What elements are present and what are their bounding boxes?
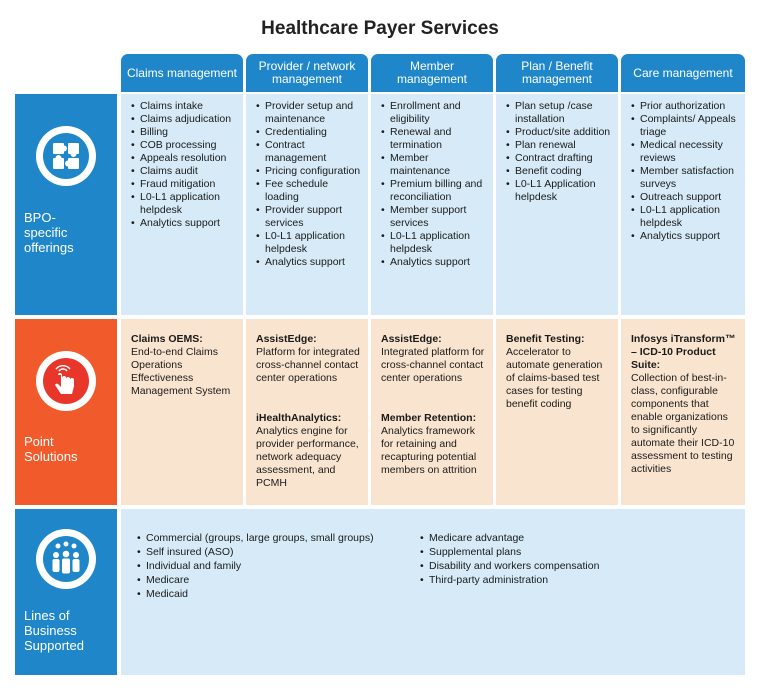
row-label-text: Lines of Business Supported (24, 608, 84, 653)
list-item: • L0-L1 application helpdesk (640, 204, 739, 230)
list-item: • L0-L1 application helpdesk (265, 230, 362, 256)
solution-cell-plan-benefit (496, 319, 618, 505)
solution-name: Member Retention: (381, 412, 477, 424)
list-item: • Fee schedule loading (265, 178, 362, 204)
list-item: • Pricing configuration (265, 165, 362, 178)
list-item: • Commercial (groups, large groups, small groups) (146, 531, 407, 545)
list-item: • L0-L1 application helpdesk (140, 191, 237, 217)
list-item: • Medicaid (146, 587, 407, 601)
list-item: • Claims audit (140, 165, 237, 178)
list-item: • Product/site addition (515, 126, 612, 139)
page-title: Healthcare Payer Services (261, 18, 499, 39)
list-item: • Contract drafting (515, 152, 612, 165)
bpo-cell-provider (246, 94, 368, 315)
column-header-care: Care management (621, 54, 745, 92)
list-item: • Provider setup and maintenance (265, 100, 362, 126)
list-item: • Complaints/ Appeals triage (640, 113, 739, 139)
list-item: • Credentialing (265, 126, 362, 139)
solution-description: Platform for integrated cross-channel contact center operations (256, 346, 360, 384)
list-item: • Benefit coding (515, 165, 612, 178)
list-item: • Individual and family (146, 559, 407, 573)
bpo-cell-member (371, 94, 493, 315)
list-item: • Billing (140, 126, 237, 139)
solution-description: Collection of best-in-class, configurable components that enable organizations to significantly automate their ICD-10 assessment to testing activities (631, 372, 735, 475)
row-label-text: Point Solutions (24, 434, 78, 464)
row-label-lines-of-business (15, 509, 117, 675)
lob-list-left (137, 531, 407, 601)
list-item: • Contract management (265, 139, 362, 165)
list-item: • Analytics support (140, 217, 237, 230)
solution-name: AssistEdge: (381, 333, 442, 345)
list-item: • Claims intake (140, 100, 237, 113)
list-item: • Analytics support (265, 256, 362, 269)
list-item: • Prior authorization (640, 100, 739, 113)
solution-description: End-to-end Claims Operations Effectiveness Management System (131, 346, 231, 397)
solution-cell-care (621, 319, 745, 505)
touch-hand-icon (36, 351, 96, 411)
list-item: • Fraud mitigation (140, 178, 237, 191)
solution-description: Accelerator to automate generation of claims-based test cases for testing benefit coding (506, 346, 603, 410)
team-people-icon (36, 529, 96, 589)
list-item: • Member maintenance (390, 152, 487, 178)
list-item: • Enrollment and eligibility (390, 100, 487, 126)
list-item: • Medicare (146, 573, 407, 587)
solution-name: AssistEdge: (256, 333, 317, 345)
list-item: • Member support services (390, 204, 487, 230)
list-item: • Analytics support (640, 230, 739, 243)
list-item: • Renewal and termination (390, 126, 487, 152)
list-item: • Claims adjudication (140, 113, 237, 126)
solution-cell-claims (121, 319, 243, 505)
solution-description: Analytics engine for provider performance, network adequacy assessment, and PCMH (256, 425, 359, 489)
list-item: • Medicare advantage (429, 531, 720, 545)
bpo-cell-claims (121, 94, 243, 315)
column-header-claims: Claims management (121, 54, 243, 92)
puzzle-pieces-icon (36, 126, 96, 186)
solution-name: Benefit Testing: (506, 333, 585, 345)
list-item: • Third-party administration (429, 573, 720, 587)
list-item: • Provider support services (265, 204, 362, 230)
lob-list-right (420, 531, 720, 587)
list-item: • Plan setup /case installation (515, 100, 612, 126)
bpo-cell-plan-benefit (496, 94, 618, 315)
list-item: • Disability and workers compensation (429, 559, 720, 573)
row-label-text: BPO- specific offerings (24, 210, 74, 255)
solution-name: iHealthAnalytics: (256, 412, 342, 424)
column-header-member: Member management (371, 54, 493, 92)
list-item: • Appeals resolution (140, 152, 237, 165)
solution-cell-provider (246, 319, 368, 505)
solution-cell-member (371, 319, 493, 505)
solution-name: Infosys iTransform™ – ICD-10 Product Suite: (631, 333, 736, 371)
list-item: • COB processing (140, 139, 237, 152)
lines-of-business-panel (121, 509, 745, 675)
solution-description: Integrated platform for cross-channel contact center operations (381, 346, 485, 384)
list-item: • Supplemental plans (429, 545, 720, 559)
row-label-point-solutions (15, 319, 117, 505)
solution-description: Analytics framework for retaining and recapturing potential members on attrition (381, 425, 477, 476)
list-item: • Medical necessity reviews (640, 139, 739, 165)
bpo-cell-care (621, 94, 745, 315)
list-item: • Analytics support (390, 256, 487, 269)
list-item: • L0-L1 application helpdesk (390, 230, 487, 256)
list-item: • Outreach support (640, 191, 739, 204)
list-item: • L0-L1 Application helpdesk (515, 178, 612, 204)
list-item: • Member satisfaction surveys (640, 165, 739, 191)
column-header-plan-benefit: Plan / Benefit management (496, 54, 618, 92)
list-item: • Premium billing and reconciliation (390, 178, 487, 204)
solution-name: Claims OEMS: (131, 333, 203, 345)
column-header-provider: Provider / network management (246, 54, 368, 92)
list-item: • Plan renewal (515, 139, 612, 152)
row-label-bpo (15, 94, 117, 315)
list-item: • Self insured (ASO) (146, 545, 407, 559)
